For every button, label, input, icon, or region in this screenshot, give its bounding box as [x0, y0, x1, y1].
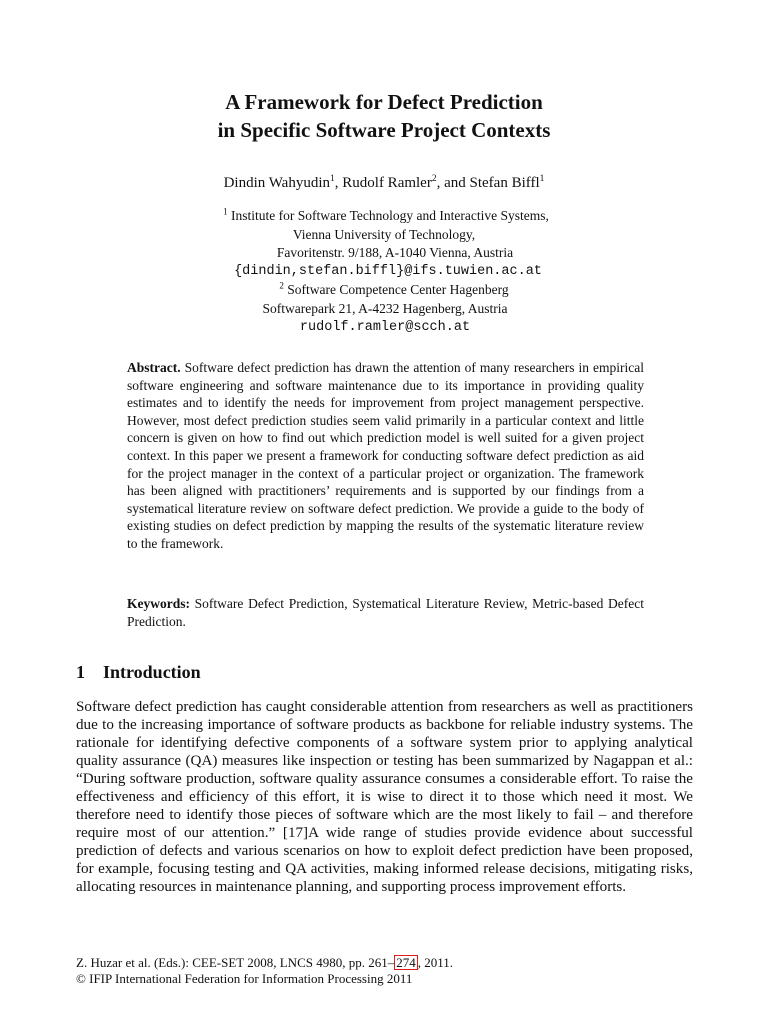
affiliation-mark: 2: [279, 280, 284, 291]
author-name: Dindin Wahyudin: [223, 175, 331, 191]
page-link[interactable]: 274: [396, 955, 416, 970]
citation-line: Z. Huzar et al. (Eds.): CEE-SET 2008, LNCS 4980, pp. 261– 274 , 2011.: [76, 955, 454, 970]
keywords-text: Software Defect Prediction, Systematical Literature Review, Metric-based Defect Prediction.: [127, 596, 645, 629]
affiliation-mark: 1: [223, 206, 228, 217]
section-heading: [76, 661, 201, 683]
abstract: [127, 359, 644, 553]
author-affiliation-mark: 2: [431, 174, 437, 184]
abstract-text: Software defect prediction has drawn the attention of many researchers in empirical software engineering and software maintenance due to its importance in providing quality estimates and to identify the needs for improvement from project management perspective. However, most defect prediction studies seem valid primarily in a particular context and little concern is given on how to find out which prediction model is well suited for a given project context. In this paper we present a framework for conducting software defect prediction as aid for the project manager in the context of a particular project or organization. The framework has been aligned with practitioners’ requirements and is supported by our findings from a systematical literature review on software defect prediction. We provide a guide to the body of existing studies on defect prediction by mapping the results of the systematic literature review to the framework.: [127, 360, 644, 551]
section-title: Introduction: [103, 662, 201, 682]
section-number: 1: [76, 662, 85, 682]
author-separator: , and: [436, 175, 470, 191]
author-name: Rudolf Ramler: [342, 175, 432, 191]
keywords: [127, 595, 644, 630]
author-list: [0, 173, 768, 193]
title-line-1: A Framework for Defect Prediction: [225, 90, 543, 114]
affiliation-1-line-2: Vienna University of Technology,: [292, 226, 476, 242]
title-line-2: in Specific Software Project Contexts: [217, 118, 551, 142]
affiliation-1-line-1: $^1$ Institute for Software Technology and Interactive Systems,: [223, 206, 549, 223]
keywords-label: Keywords:: [127, 596, 190, 611]
abstract-label: Abstract.: [127, 360, 181, 375]
affiliation-1-email[interactable]: {dindin,stefan.biffl}@ifs.tuwien.ac.at: [234, 263, 542, 279]
affiliation-2-line-1: $^2$ Software Competence Center Hagenberg: [279, 280, 509, 298]
page-footer: [76, 955, 453, 987]
paper-title: [0, 88, 768, 144]
author-separator: ,: [334, 175, 343, 191]
affiliation-1-line-3: Favoritenstr. 9/188, A-1040 Vienna, Austria: [276, 245, 514, 261]
author-affiliation-mark: 1: [539, 174, 545, 184]
author-name: Stefan Biffl: [469, 175, 540, 191]
copyright-line: © IFIP International Federation for Information Processing 2011: [76, 971, 413, 986]
affiliation-2-email[interactable]: rudolf.ramler@scch.at: [299, 319, 471, 335]
author-affiliation-mark: 1: [330, 174, 335, 184]
affiliations: [0, 207, 768, 337]
introduction-paragraph: Software defect prediction has caught considerable attention from researchers as well as practitioners due to the increasing importance of software products as backbone for reliable industry systems. The rationale for identifying defective components of a software system prior to applying analytical quality assurance (QA) measures like inspection or testing has been summarized by Nagappan et al.: “During software production, software quality assurance consumes a considerable effort. To raise the effectiveness and efficiency of this effort, it is wise to direct it to those which need it most. We therefore need to identify those pieces of software which are the most likely to fail – and therefore require most of our attention.” [17]A wide range of studies provide evidence about successful prediction of defects and various scenarios on how to exploit defect prediction have been proposed, for example, focusing testing and QA activities, making informed release decisions, mitigating risks, allocating resources in maintenance planning, and supporting process improvement efforts.: [76, 699, 693, 895]
affiliation-2-line-2: Softwarepark 21, A-4232 Hagenberg, Austria: [262, 300, 508, 316]
